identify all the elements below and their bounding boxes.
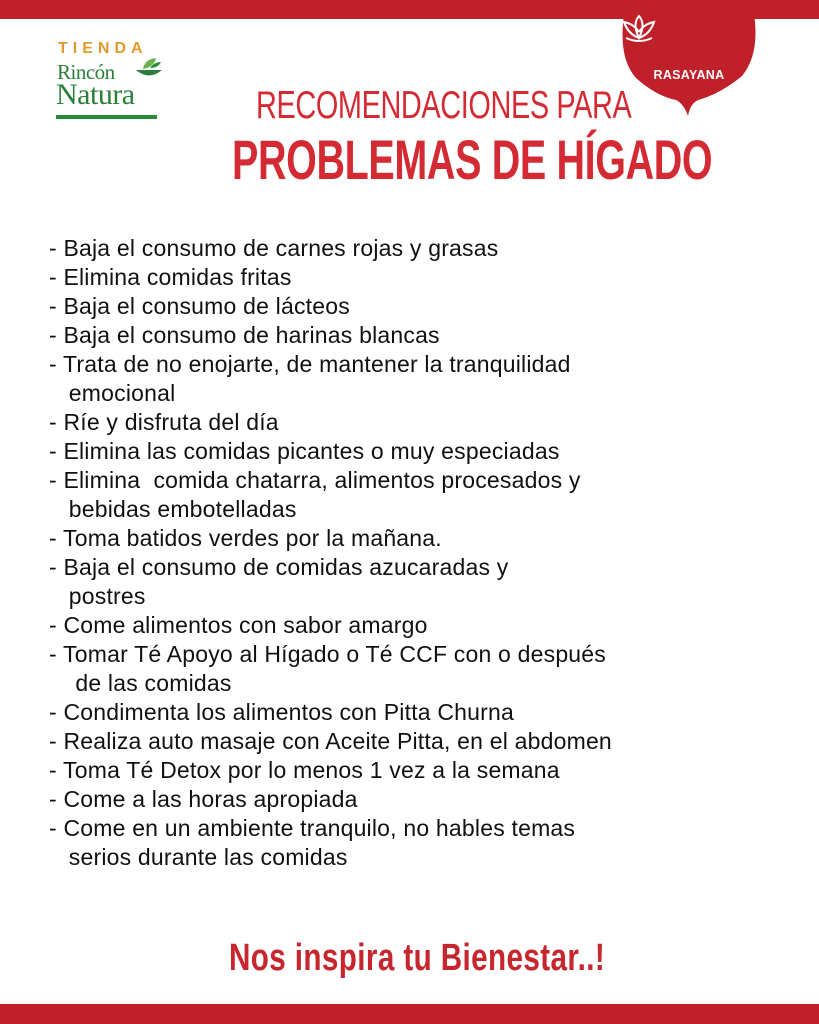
recommendation-item: - Baja el consumo de harinas blancas [49,322,440,348]
tienda-rincon-natura-logo [56,40,166,122]
logo-rincon-text: Rincón [57,60,115,84]
badge-label: RASAYANA [653,68,725,82]
recommendation-item: - Toma batidos verdes por la mañana. [49,525,442,551]
logo-tienda-text: TIENDA [58,40,148,57]
bottom-accent-bar [0,1004,819,1024]
recommendation-item: - Baja el consumo de lácteos [49,293,350,319]
logo-natura-text: Natura [56,78,135,111]
recommendation-item-continuation: serios durante las comidas [49,844,348,870]
recommendation-item: - Baja el consumo de carnes rojas y grasas [49,235,499,261]
recommendation-item: - Ríe y disfruta del día [49,409,279,435]
recommendation-item: - Trata de no enojarte, de mantener la tranquilidad [49,351,571,377]
recommendation-item: - Tomar Té Apoyo al Hígado o Té CCF con o después [49,641,606,667]
recommendation-item-continuation: de las comidas [49,670,232,696]
footer-slogan: Nos inspira tu Bienestar..! [229,937,606,979]
recommendation-item: - Elimina comidas fritas [49,264,292,290]
leaf-bowl-icon [134,57,164,79]
recommendation-item: - Elimina comida chatarra, alimentos procesados y [49,467,581,493]
recommendation-item: - Realiza auto masaje con Aceite Pitta, en el abdomen [49,728,612,754]
lotus-icon [620,14,658,44]
recommendation-item: - Elimina las comidas picantes o muy especiadas [49,438,560,464]
recommendation-item: - Baja el consumo de comidas azucaradas y [49,554,509,580]
recommendation-item-continuation: emocional [49,380,176,406]
recommendation-item: - Toma Té Detox por lo menos 1 vez a la semana [49,757,560,783]
recommendation-item: - Condimenta los alimentos con Pitta Churna [49,699,514,725]
recommendation-item: - Come a las horas apropiada [49,786,358,812]
recommendation-item: - Come en un ambiente tranquilo, no hables temas [49,815,576,841]
rasayana-badge [620,14,758,118]
recommendation-item-continuation: bebidas embotelladas [49,496,297,522]
logo-underline [56,115,157,119]
title-line-2: PROBLEMAS DE HÍGADO [232,128,713,191]
title-line-1: RECOMENDACIONES PARA [256,84,632,127]
recommendations-list [49,234,789,872]
recommendation-item-continuation: postres [49,583,146,609]
recommendation-item: - Come alimentos con sabor amargo [49,612,428,638]
